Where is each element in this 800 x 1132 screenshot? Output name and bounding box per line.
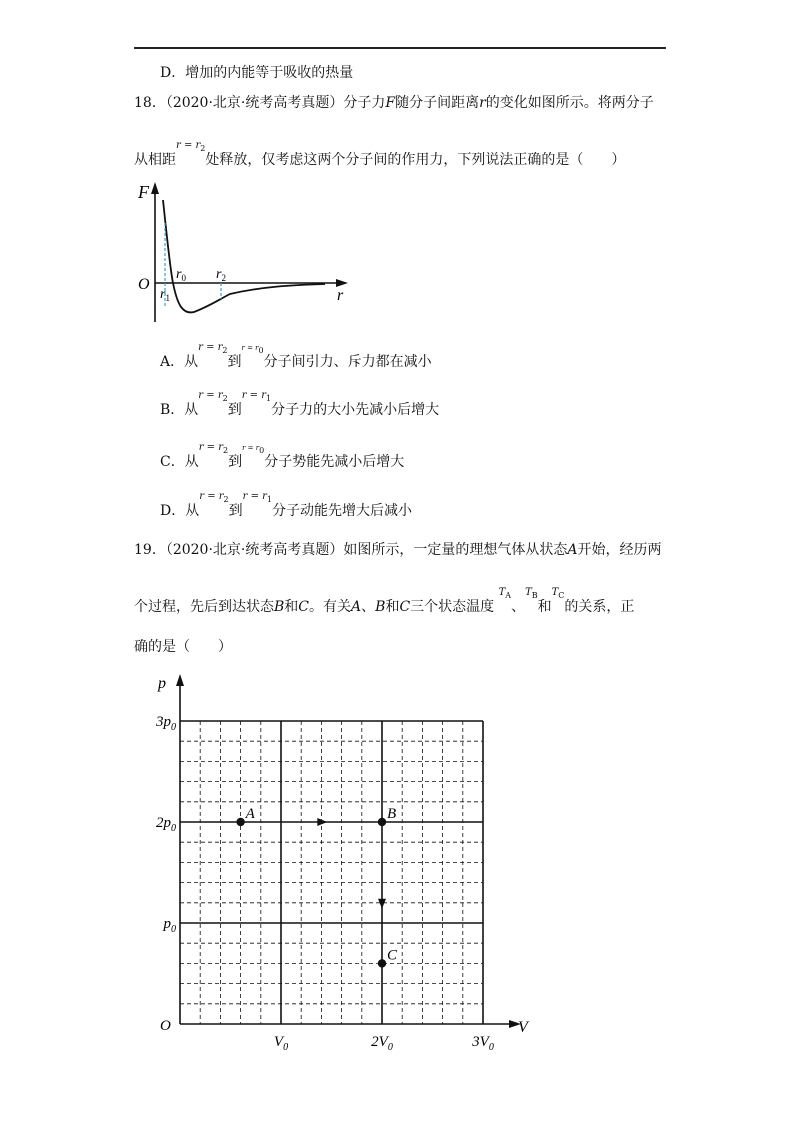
label-r2: $r_2$ bbox=[216, 267, 226, 283]
label-r1: $r_1$ bbox=[160, 287, 170, 303]
F-axis-arrow bbox=[151, 182, 159, 194]
T-B: $T_B$ bbox=[525, 587, 538, 600]
V-tick-label: $V_0$ bbox=[273, 1034, 289, 1053]
q18-text: 从相距 bbox=[134, 152, 176, 168]
q19-stem-line3: 确的是（ ） bbox=[134, 639, 232, 655]
V-tick-label: $3V_0$ bbox=[472, 1034, 494, 1053]
p-tick-label: $p_0$ bbox=[163, 916, 176, 935]
q18-number: 18． bbox=[134, 95, 166, 111]
arrow-A-to-B bbox=[317, 818, 327, 826]
q19-number: 19． bbox=[134, 542, 166, 558]
p-tick-label: $3p_0$ bbox=[156, 714, 176, 733]
p-axis-arrow bbox=[176, 674, 184, 686]
V-axis-label: V bbox=[518, 1019, 528, 1036]
p-tick-label: $2p_0$ bbox=[156, 815, 176, 834]
label-r0: $r_0$ bbox=[176, 267, 186, 283]
var-F: F bbox=[385, 95, 396, 111]
q18-text: 的变化如图所示。将两分子 bbox=[485, 95, 654, 111]
q18-stem-line2 bbox=[134, 140, 626, 175]
T-C: $T_C$ bbox=[551, 587, 565, 600]
label-r: r bbox=[337, 287, 344, 304]
label-F: F bbox=[138, 182, 149, 202]
state-point-A bbox=[236, 818, 244, 826]
q18-option-b: B．从$r = r_2$到$r = r_1$分子力的大小先减小后增大 bbox=[160, 390, 440, 418]
q19-stem-line1: 19．（2020·北京·统考高考真题）如图所示，一定量的理想气体从状态A开始，经历两 bbox=[134, 542, 662, 558]
eq-r-equals-r2: $r = r_2$ bbox=[176, 140, 206, 153]
pv-diagram bbox=[140, 668, 540, 1053]
state-label-B: B bbox=[387, 806, 397, 822]
r-axis-arrow bbox=[336, 279, 348, 287]
state-label-A: A bbox=[245, 806, 255, 822]
arrow-B-to-C bbox=[378, 899, 386, 909]
V-tick-label: $2V_0$ bbox=[371, 1034, 393, 1053]
q18-source: （2020·北京·统考高考真题） bbox=[165, 95, 344, 111]
state-point-C bbox=[378, 959, 386, 967]
state-label-C: C bbox=[387, 947, 398, 964]
label-O: O bbox=[138, 276, 150, 293]
T-A: $T_A$ bbox=[498, 587, 512, 600]
force-curve bbox=[163, 200, 325, 312]
top-rule bbox=[134, 47, 666, 49]
q18-text: 处释放，仅考虑这两个分子间的作用力，下列说法正确的是（ ） bbox=[205, 152, 626, 168]
pv-labels bbox=[155, 675, 530, 1053]
q17-option-d: D．增加的内能等于吸收的热量 bbox=[160, 65, 354, 81]
force-distance-graph bbox=[130, 178, 360, 328]
q19-source: （2020·北京·统考高考真题） bbox=[165, 542, 344, 558]
q18-stem-line1 bbox=[134, 93, 654, 113]
origin-label: O bbox=[160, 1018, 171, 1034]
q19-stem-line2: 个过程，先后到达状态B和C。有关A、B和C三个状态温度 $T_A$、$T_B$和$T_C$的关系，正 bbox=[134, 597, 634, 622]
var-r: r bbox=[479, 95, 486, 111]
q18-option-c: C．从$r = r_2$到r = r0分子势能先减小后增大 bbox=[160, 442, 405, 470]
pv-grid bbox=[176, 674, 521, 1028]
q18-text: 随分子间距离 bbox=[395, 95, 480, 111]
state-point-B bbox=[378, 818, 386, 826]
q18-option-d: D．从$r = r_2$到$r = r_1$分子动能先增大后减小 bbox=[160, 491, 413, 519]
q18-text: 分子力 bbox=[343, 95, 386, 111]
q18-option-a: A．从$r = r_2$到r = r0分子间引力、斥力都在减小 bbox=[160, 342, 432, 370]
p-axis-label: p bbox=[158, 675, 166, 692]
